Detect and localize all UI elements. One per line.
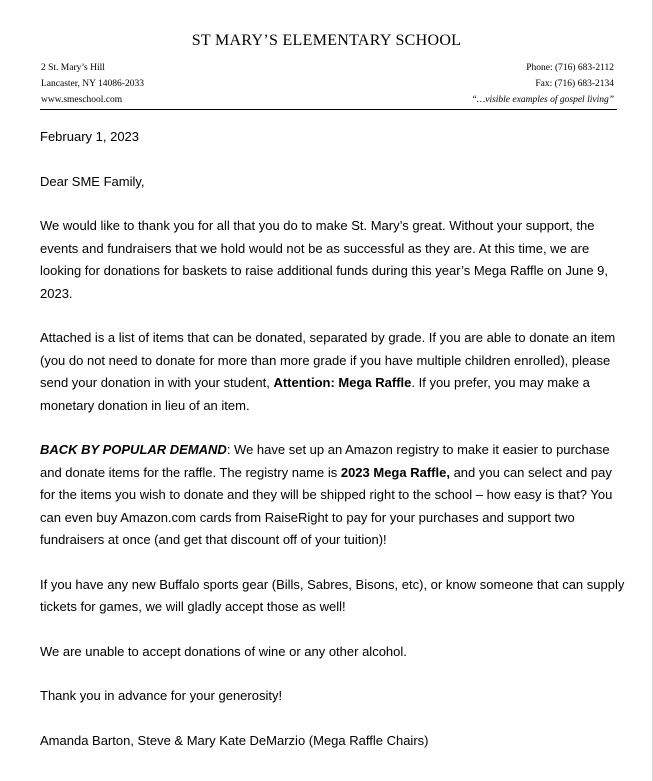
letter-greeting: Dear SME Family, — [40, 173, 145, 189]
address-street: 2 St. Mary’s Hill — [41, 63, 105, 73]
paragraph-donations — [40, 327, 625, 417]
letter-date: February 1, 2023 — [40, 129, 140, 144]
school-phone: Phone: (716) 683-2112 — [526, 63, 614, 73]
school-website: www.smeschool.com — [41, 95, 123, 105]
school-name: ST MARY’S ELEMENTARY SCHOOL — [191, 32, 462, 49]
attention-mega-raffle: Attention: Mega Raffle — [273, 375, 412, 390]
letter-signature: Amanda Barton, Steve & Mary Kate DeMarzio (Mega Raffle Chairs) — [40, 732, 429, 748]
address-city: Lancaster, NY 14086-2033 — [41, 79, 144, 89]
paragraph-sports-gear: If you have any new Buffalo sports gear (Bills, Sabres, Bisons, etc), or know someone that can supply tickets for games, we will gladly accept those as well! — [40, 576, 625, 614]
school-motto: “…visible examples of gospel living” — [471, 95, 614, 105]
paragraph-amazon-registry — [40, 439, 625, 552]
letterhead-divider — [40, 109, 617, 110]
registry-name: 2023 Mega Raffle, — [340, 464, 450, 480]
school-fax: Fax: (716) 683-2134 — [535, 79, 614, 89]
paragraph-amazon-text-2: and you can select and pay for the items you wish to donate and they will be shipped right to the school – how easy is that? You can even buy Amazon.com cards from RaiseRight to pay for your purchases and support two fundraisers at once (and get that discount off of your tuition)! — [40, 464, 613, 547]
paragraph-alcohol: We are unable to accept donations of wine or any other alcohol. — [40, 643, 407, 659]
letter-body — [40, 126, 625, 774]
paragraph-closing: Thank you in advance for your generosity! — [40, 688, 283, 703]
paragraph-donations-text-1: Attached is a list of items that can be donated, separated by grade. If you are able to donate an item (you do not need to donate for more than more grade if you have multiple children enrolled), please send your donation in with your student, — [40, 330, 616, 390]
paragraph-donations-text-2: . If you prefer, you may make a monetary donation in lieu of an item. — [40, 375, 590, 413]
school-contact — [472, 60, 615, 108]
back-by-popular-demand: BACK BY POPULAR DEMAND — [40, 442, 227, 457]
paragraph-thanks: We would like to thank you for all that you do to make St. Mary’s great. Without your support, the events and fundraisers that we hold would not be as successful as they are. At this time, we are looking for donations for baskets to raise additional funds during this year’s Mega Raffle on June 9, 2023. — [40, 218, 609, 301]
school-address — [41, 60, 144, 108]
paragraph-amazon-text-1: : We have set up an Amazon registry to make it easier to purchase and donate items for the raffle. The registry name is — [40, 442, 610, 480]
